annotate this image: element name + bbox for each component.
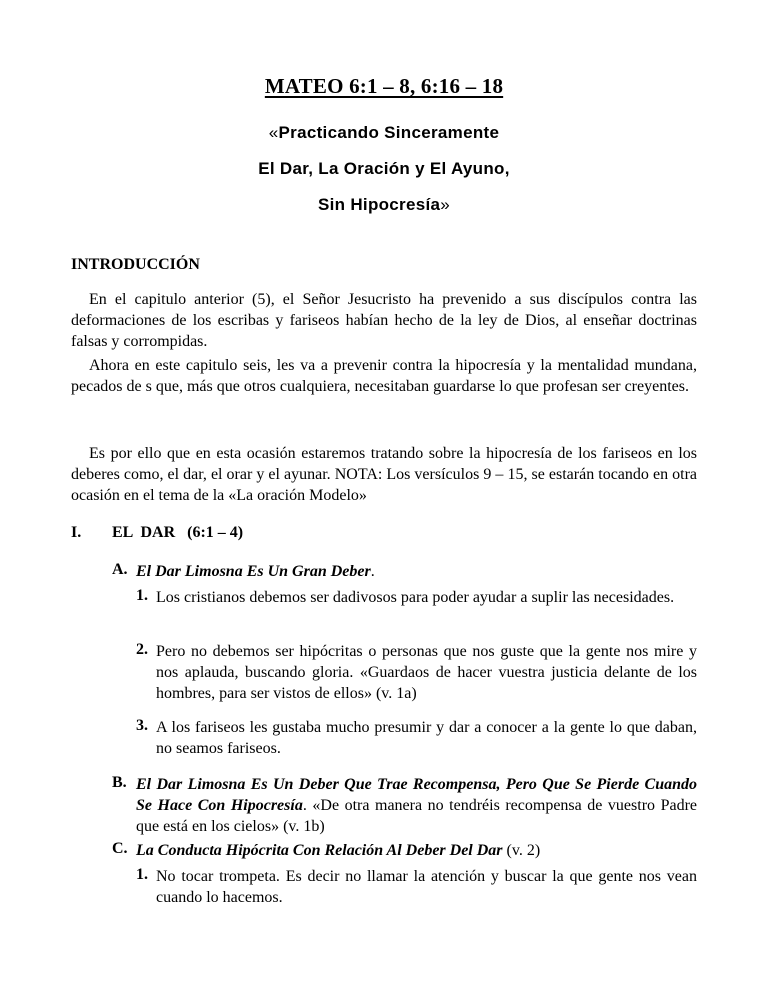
point-b-letter: B. [112,774,127,791]
point-c-heading-text: La Conducta Hipócrita Con Relación Al Deber Del Dar [136,842,503,859]
intro-paragraph-3: Es por ello que en esta ocasión estaremos tratando sobre la hipocresía de los fariseos en los deberes como, el dar, el orar y el ayunar. NOTA: Los versículos 9 – 15, se estarán tocando en otra ocasión en el tema de la «La oración Modelo» [71,445,697,504]
subtitle-text-3: Sin Hipocresía [317,195,441,214]
subtitle-line-3 [0,195,768,215]
point-b-paragraph [136,774,697,837]
intro-paragraph-1: En el capitulo anterior (5), el Señor Jesucristo ha prevenido a sus discípulos contra las deformaciones de los escribas y fariseos habían hecho de la ley de Dios, al enseñar doctrinas falsas y corrompidas. [71,291,697,350]
point-c-item-1-number: 1. [136,866,148,883]
section-numeral: I. [71,524,82,541]
point-a-item-2-text: Pero no debemos ser hipócritas o personas que nos guste que la gente nos mire y nos aplauda, buscando gloria. «Guardaos de hacer vuestra justicia delante de los hombres, para ser vistos de ellos» (v. 1a) [156,643,697,702]
point-a-heading-text: El Dar Limosna Es Un Gran Deber [136,563,371,580]
subtitle-line-1 [0,123,768,143]
point-c-ref: (v. 2) [502,842,541,859]
subtitle-text-1: Practicando Sinceramente [278,123,500,142]
point-a-item-3-text: A los fariseos les gustaba mucho presumir y dar a conocer a la gente lo que daban, no seamos fariseos. [156,719,697,757]
point-c-heading [136,840,697,861]
point-a-heading [136,561,697,582]
open-quote: « [268,123,279,142]
point-a-item-2-number: 2. [136,641,148,658]
point-c-item-1-text: No tocar trompeta. Es decir no llamar la atención y buscar la que gente nos vean cuando lo hacemos. [156,868,697,906]
point-a-item-1-text: Los cristianos debemos ser dadivosos para poder ayudar a suplir las necesidades. [156,589,675,606]
section-title: EL DAR (6:1 – 4) [112,524,244,541]
point-b-heading: El Dar Limosna Es Un Deber Que Trae Recompensa, Pero Que Se Pierde Cuando Se Hace Con Hipocresía [136,776,697,814]
document-title: MATEO 6:1 – 8, 6:16 – 18 [264,74,504,98]
subtitle-line-2: El Dar, La Oración y El Ayuno, [258,159,510,178]
point-a-heading-end: . [370,563,375,580]
close-quote: » [440,195,451,214]
point-c-letter: C. [112,840,128,857]
point-a-letter: A. [112,561,128,578]
intro-heading: INTRODUCCIÓN [71,256,200,273]
intro-paragraph-2: Ahora en este capitulo seis, les va a prevenir contra la hipocresía y la mentalidad mundana, pecados de s que, más que otros cualquiera, necesitaban guardarse lo que profesan ser creyentes. [71,357,697,395]
point-a-item-1-number: 1. [136,587,148,604]
point-a-item-3-number: 3. [136,717,148,734]
point-b-text: . «De otra manera no tendréis recompensa de vuestro Padre que está en los cielos» (v. 1b) [136,797,698,835]
